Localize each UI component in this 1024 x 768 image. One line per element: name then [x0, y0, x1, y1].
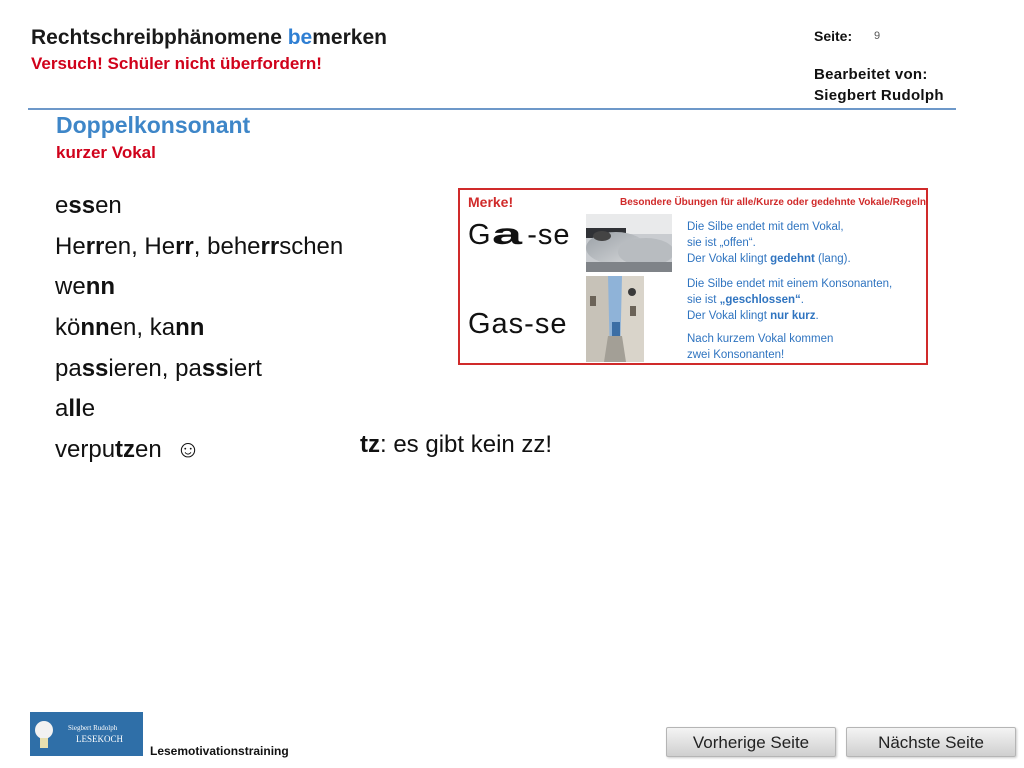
- footer-label: Lesemotivationstraining: [150, 744, 289, 758]
- word-part: schen: [279, 232, 344, 260]
- merke-box: [458, 188, 928, 365]
- page-title: [31, 26, 387, 50]
- double-consonant: ss: [68, 192, 96, 219]
- rule-line: Die Silbe endet mit einem Konsonanten,: [687, 278, 893, 290]
- rule-line: Der Vokal klingt nur kurz.: [687, 310, 819, 322]
- open-syllable-word: Ga -se: [468, 218, 571, 251]
- title-text: Rechtschreibphänomene: [31, 26, 288, 49]
- word-part: e: [81, 395, 96, 423]
- word-part: en: [95, 192, 122, 219]
- title-text-end: merken: [312, 26, 387, 49]
- rule-line: Nach kurzem Vokal kommen: [687, 333, 834, 345]
- logo-text-1: Siegbert Rudolph: [68, 724, 118, 732]
- double-consonant: ss: [201, 354, 229, 382]
- smiley-icon: ☺: [175, 436, 201, 464]
- word-row: [55, 349, 343, 390]
- title-highlight: be: [287, 26, 313, 49]
- double-consonant: rr: [85, 232, 105, 260]
- double-consonant: nn: [85, 273, 116, 301]
- double-consonant: nn: [175, 314, 205, 342]
- lesekoch-logo: [30, 712, 143, 756]
- word-part: en, ka: [109, 314, 176, 342]
- word-part: a: [55, 395, 69, 423]
- open-syllable-rest: -se: [527, 219, 571, 251]
- word-row: [55, 430, 343, 471]
- word-list: [55, 186, 343, 471]
- word-part: verpu: [55, 436, 116, 464]
- page-subtitle: Versuch! Schüler nicht überfordern!: [31, 54, 322, 73]
- word-part: e: [55, 192, 69, 219]
- previous-page-button[interactable]: Vorherige Seite: [666, 727, 836, 757]
- tz-note: [360, 431, 552, 459]
- logo-text-2: LESEKOCH: [76, 734, 123, 744]
- section-title: Doppelkonsonant: [56, 112, 251, 138]
- tz-note-text: : es gibt kein zz!: [380, 431, 553, 458]
- double-consonant: ss: [81, 354, 109, 382]
- page-label: Seite:: [814, 28, 853, 44]
- word-row: [55, 308, 343, 349]
- double-consonant: rr: [175, 232, 194, 260]
- word-row: [55, 389, 343, 430]
- stretched-vowel: a: [491, 218, 524, 251]
- section-subtitle: kurzer Vokal: [56, 143, 156, 162]
- word-part: iert: [228, 354, 262, 382]
- rule-line: sie ist „geschlossen“.: [687, 294, 804, 306]
- double-consonant: rr: [260, 232, 280, 260]
- rule-open: [687, 219, 851, 267]
- word-row: [55, 227, 343, 268]
- word-part: ieren, pa: [108, 354, 202, 382]
- tz-note-bold: tz: [360, 431, 380, 458]
- word-part: en, He: [104, 232, 176, 260]
- rule-double: [687, 331, 833, 363]
- rule-line: Die Silbe endet mit dem Vokal,: [687, 221, 844, 233]
- double-consonant: tz: [115, 436, 136, 464]
- word-row: [55, 267, 343, 308]
- word-part: , behe: [193, 232, 261, 260]
- merke-hint-link[interactable]: Besondere Übungen für alle/Kurze oder gedehnte Vokale/Regeln: [620, 197, 926, 208]
- exhaust-photo: [586, 214, 672, 272]
- word-part: He: [55, 232, 86, 260]
- word-part: en: [135, 436, 162, 464]
- editor-name: Siegbert Rudolph: [814, 87, 944, 104]
- next-page-button[interactable]: Nächste Seite: [846, 727, 1016, 757]
- word-row: [55, 186, 343, 227]
- rule-line: zwei Konsonanten!: [687, 349, 785, 361]
- editor-label: Bearbeitet von:: [814, 66, 928, 83]
- word-part: kö: [55, 314, 81, 342]
- page-number: 9: [874, 30, 881, 42]
- alley-photo: [586, 276, 644, 362]
- double-consonant: nn: [80, 314, 110, 342]
- closed-syllable-word: Gas-se: [468, 308, 568, 340]
- merke-label: Merke!: [468, 194, 514, 210]
- double-consonant: ll: [68, 395, 82, 423]
- rule-closed: [687, 276, 892, 324]
- rule-line: sie ist „offen“.: [687, 237, 756, 249]
- rule-line: Der Vokal klingt gedehnt (lang).: [687, 253, 851, 265]
- word-part: pa: [55, 354, 82, 382]
- header-divider: [28, 108, 956, 110]
- word-part: we: [55, 273, 86, 301]
